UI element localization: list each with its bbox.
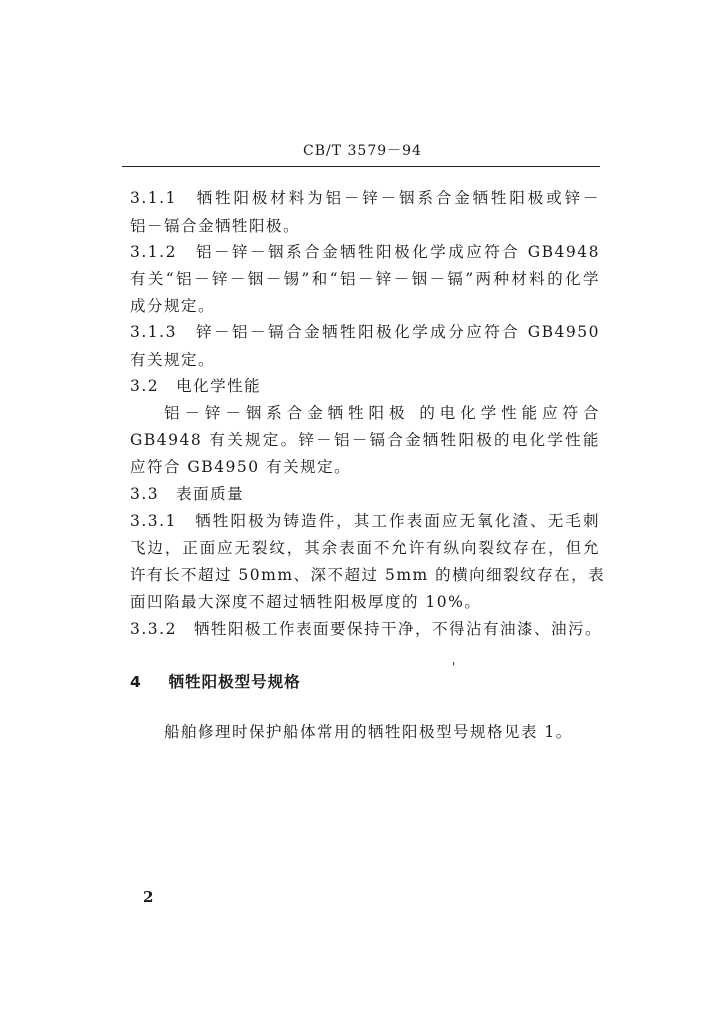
page-number: 2 (143, 888, 154, 906)
header-rule (122, 166, 600, 167)
section-4-heading (130, 672, 600, 692)
stray-mark: ' (452, 660, 456, 674)
clause-3-1-1-line-1: 3.1.1 牺牲阳极材料为铝－锌－铟系合金牺牲阳极或锌－ (130, 189, 600, 207)
para-3-2-line-3: 应符合 GB4950 有关规定。 (130, 458, 352, 476)
para-3-2-line-2: GB4948 有关规定。锌－铝－镉合金牺牲阳极的电化学性能 (130, 431, 600, 449)
clause-3-1-2-line-2: 有关“铝－锌－铟－锡”和“铝－锌－铟－镉”两种材料的化学 (130, 270, 600, 288)
clause-3-3-2: 3.3.2 牺牲阳极工作表面要保持干净，不得沾有油漆、油污。 (130, 620, 602, 638)
clause-3-1-1-line-2: 铝－镉合金牺牲阳极。 (130, 217, 301, 235)
clause-3-3-1-line-2: 飞边，正面应无裂纹，其余表面不允许有纵向裂纹存在，但允 (130, 539, 600, 557)
clause-3-3-1-line-1: 3.3.1 牺牲阳极为铸造件，其工作表面应无氧化渣、无毛刺 (130, 512, 600, 530)
clause-3-3-1-line-4: 面凹陷最大深度不超过牺牲阳极厚度的 10%。 (130, 593, 482, 611)
clause-3-1-2-line-1: 3.1.2 铝－锌－铟系合金牺牲阳极化学成应符合 GB4948 (130, 243, 600, 261)
heading-3-3: 3.3 表面质量 (130, 485, 245, 503)
clause-3-3-1-line-3: 许有长不超过 50mm、深不超过 5mm 的横向细裂纹存在，表 (130, 566, 606, 584)
clause-3-1-2-line-3: 成分规定。 (130, 297, 216, 315)
heading-3-2: 3.2 电化学性能 (130, 377, 262, 395)
section-4-title: 牺牲阳极型号规格 (168, 673, 301, 691)
document-code: CB/T 3579－94 (303, 143, 422, 159)
clause-3-1-3-line-2: 有关规定。 (130, 351, 216, 369)
para-3-2-line-1: 铝－锌－铟系合金牺牲阳极 的电化学性能应符合 (164, 404, 600, 422)
section-4-number: 4 (130, 673, 142, 691)
section-4-body: 船舶修理时保护船体常用的牺牲阳极型号规格见表 1。 (164, 723, 573, 741)
clause-3-1-3-line-1: 3.1.3 锌－铝－镉合金牺牲阳极化学成分应符合 GB4950 (130, 323, 600, 341)
